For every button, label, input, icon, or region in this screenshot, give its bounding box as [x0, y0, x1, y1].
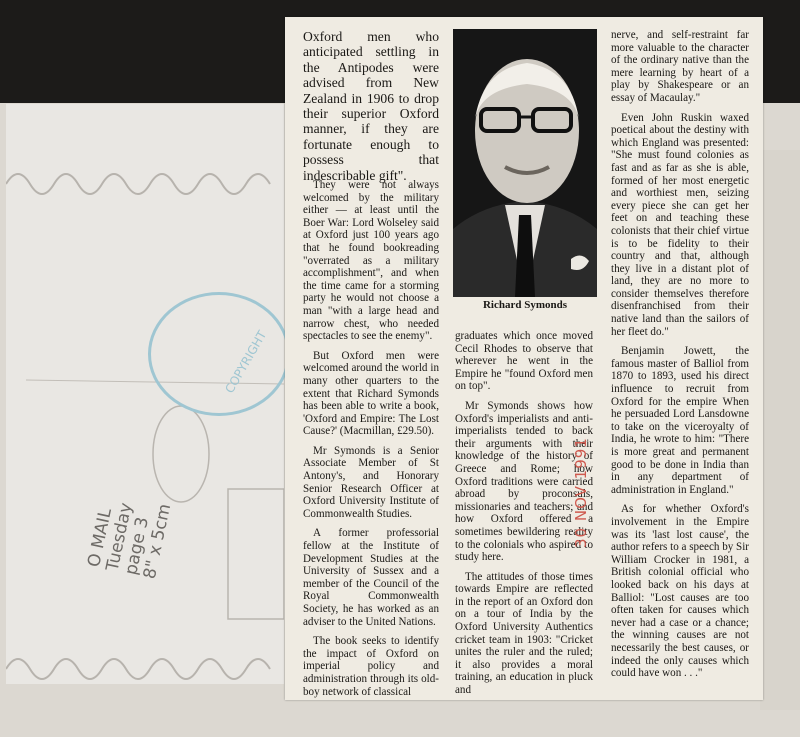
- col1-para-1: They were not always welcomed by the military either — at least until the Boer War: Lord Wolseley said at Oxford just 100 years ago that he found bookreading "overrated as a military accomplishment", and when the time came for a storming party he would not choose a man "with a large head and narrow chest, who needed spectacles to see the enemy".: [303, 179, 439, 343]
- col1-para-4: A former professorial fellow at the Institute of Development Studies at the University of Sussex and a member of the Council of the Royal Commonwealth Society, he has worked as an adviser to the United Nations.: [303, 527, 439, 628]
- newspaper-clipping: [285, 17, 763, 700]
- backing-card-right: [760, 150, 800, 710]
- col2-para-1: graduates which once moved Cecil Rhodes to observe that wherever he went in the Empire he "found Oxford men on top".: [455, 330, 593, 393]
- col2-para-3: The attitudes of those times towards Empire are reflected in the report of an Oxford don on a tour of India by the Oxford University Authentics cricket team in 1903: "Cricket unites the ruler and the ruled; it also provides a moral training, an education in pluck and: [455, 570, 593, 697]
- copyright-stamp: [148, 292, 290, 416]
- col3-para-4: As for whether Oxford's involvement in the Empire was its 'last lost cause', the author refers to a speech by Sir William Crocker in 1981, a British colonial official who looked back on his days at Balliol: "Lost causes are too often taken for causes which never had a case or a chance; the winning causes are not necessarily the best causes, or indeed the only causes which could have won . . .": [611, 503, 750, 680]
- col3-para-3: Benjamin Jowett, the famous master of Balliol from 1870 to 1893, used his direct influence to recruit from Oxford for the empire When he persuaded Lord Lansdowne to take on the viceroyalty of India, he wrote to him: "There is more great and permanent good to be done in India than in any department of administration in England.": [611, 345, 749, 496]
- col1-para-3: Mr Symonds is a Senior Associate Member of St Antony's, and Honorary Senior Research Officer at Oxford University Institute of Commonwealth Studies.: [303, 444, 439, 520]
- intro-paragraph: Oxford men who anticipated settling in the Antipodes were advised from New Zealand in 1906 to drop their superior Oxford manner, if they are fortunate enough to possess that indescribable gift".: [303, 29, 439, 183]
- column-3: [611, 29, 749, 687]
- copyright-stamp-text: COPYRIGHT: [222, 328, 270, 396]
- handwritten-note: O MAIL Tuesday page 3 8" x 5cm: [84, 501, 176, 581]
- photo-caption: Richard Symonds: [482, 299, 568, 311]
- col2-para-2: Mr Symonds shows how Oxford's imperialists and anti-imperialists tended to back their arguments with their knowledge of the history of Greece and Rome; how Oxford traditions were carried abroad by proconsuls, missionaries and teachers; and how Oxford offered a sometimes bewildering reality to the colonials who aspired to study here.: [455, 399, 593, 564]
- col3-para-1: nerve, and self-restraint far more valuable to the character of the ordinary native than the mere learning by heart of a play by Shakespeare or an essay of Macaulay.": [611, 29, 749, 104]
- portrait-illustration: [453, 29, 597, 297]
- col1-para-5: The book seeks to identify the impact of Oxford on imperial policy and administration through its old-boy network of classical: [303, 635, 439, 698]
- col3-para-2: Even John Ruskin waxed poetical about the destiny with which England was presented: "She must found colonies as fast and as far as she is able, formed of her most energetic and worthiest men, seizing every piece she can get her feet on and teaching these colonists that their chief virtue is to be fidelity to their country and that, although they live in a distant plot of land, they are no more to consider themselves therefore disenfranchised from their native land than the sailors of her fleet do.": [611, 111, 749, 338]
- column-1: [303, 179, 439, 705]
- date-stamp: 30 NOV 1991: [572, 437, 590, 548]
- col1-para-2: But Oxford men were welcomed around the world in many other quarters to the extent that Richard Symonds has been able to write a book, 'Oxford and Empire: The Lost Cause?' (Macmillan, £29.50).: [303, 349, 439, 438]
- portrait-photo: [453, 29, 597, 297]
